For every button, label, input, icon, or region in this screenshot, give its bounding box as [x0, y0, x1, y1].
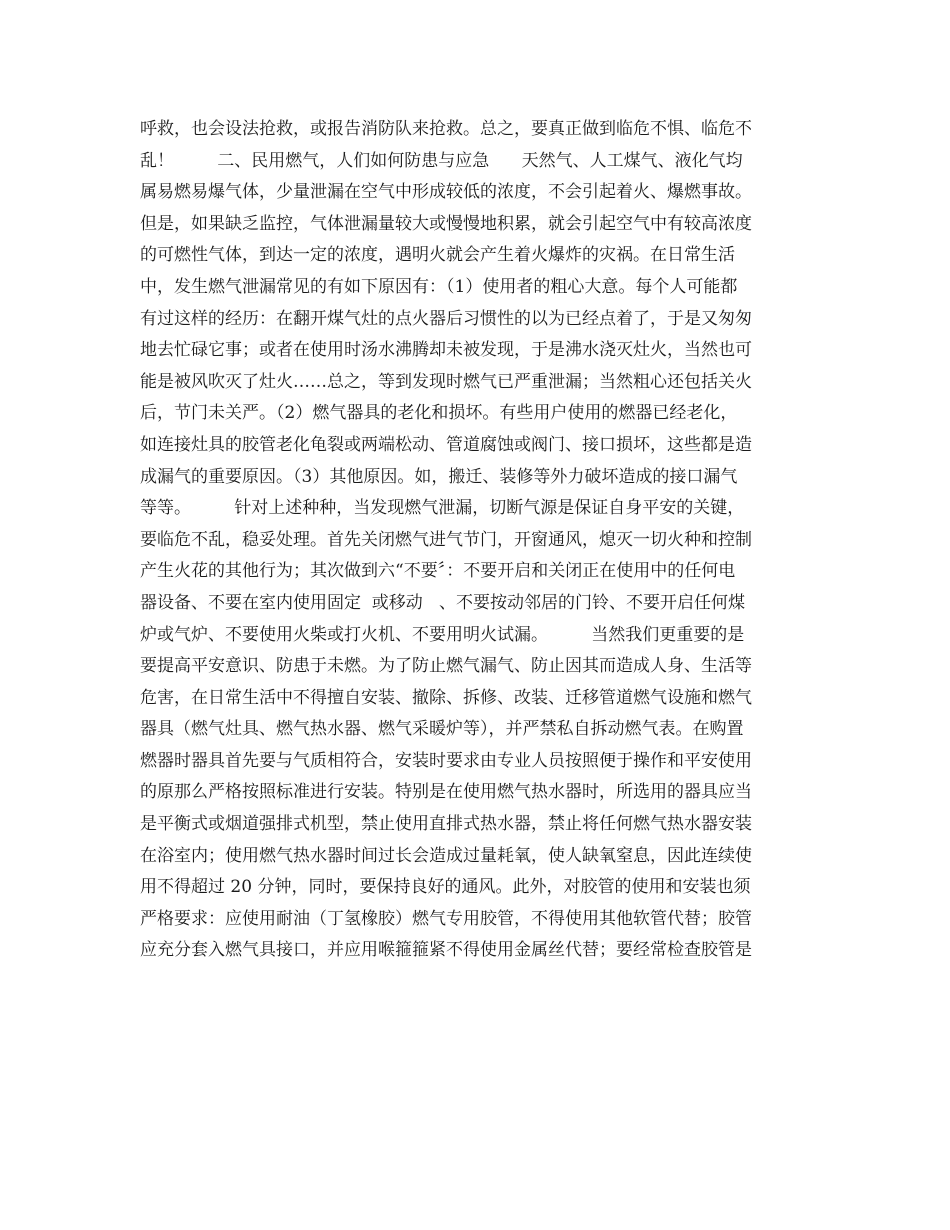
text-line: 是平衡式或烟道强排式机型，禁止使用直排式热水器，禁止将任何燃气热水器安装: [140, 814, 752, 835]
text-line: 如连接灶具的胶管老化龟裂或两端松动、管道腐蚀或阀门、接口损坏，这些都是造: [140, 434, 752, 455]
text-line: 器设备、不要在室内使用固定 或移动 、不要按动邻居的门铃、不要开启任何煤: [140, 592, 746, 613]
text-line: 器具（燃气灶具、燃气热水器、燃气采暖炉等），并严禁私自拆动燃气表。在购置: [140, 719, 744, 740]
text-line: 中，发生燃气泄漏常见的有如下原因有：（1）使用者的粗心大意。每个人可能都: [140, 276, 738, 297]
body-text: [140, 114, 820, 967]
text-line: 燃器时器具首先要与气质相符合，安装时要求由专业人员按照便于操作和平安使用: [140, 750, 752, 771]
text-line: 后，节门未关严。（2）燃气器具的老化和损坏。有些用户使用的燃器已经老化，: [140, 403, 738, 424]
text-line: 应充分套入燃气具接口，并应用喉箍箍紧不得使用金属丝代替；要经常检查胶管是: [140, 940, 752, 961]
text-line: 要临危不乱，稳妥处理。首先关闭燃气进气节门，开窗通风，熄灭一切火种和控制: [140, 529, 752, 550]
text-line: 严格要求：应使用耐油（丁氢橡胶）燃气专用胶管，不得使用其他软管代替；胶管: [140, 908, 752, 929]
text-line: 属易燃易爆气体，少量泄漏在空气中形成较低的浓度，不会引起着火、爆燃事故。: [140, 182, 752, 203]
text-line: 地去忙碌它事；或者在使用时汤水沸腾却未被发现，于是沸水浇灭灶火，当然也可: [140, 340, 752, 361]
text-line: 但是，如果缺乏监控，气体泄漏量较大或慢慢地积累，就会引起空气中有较高浓度: [140, 213, 752, 234]
text-line: 产生火花的其他行为；其次做到六“不要〞：不要开启和关闭正在使用中的任何电: [140, 561, 736, 582]
text-line: 炉或气炉、不要使用火柴或打火机、不要用明火试漏。 当然我们更重要的是: [140, 624, 745, 645]
text-line: 呼救，也会设法抢救，或报告消防队来抢救。总之，要真正做到临危不惧、临危不: [140, 119, 752, 139]
text-line: 用不得超过 20 分钟，同时，要保持良好的通风。此外，对胶管的使用和安装也须: [140, 877, 751, 898]
text-line: 在浴室内；使用燃气热水器时间过长会造成过量耗氧，使人缺氧窒息，因此连续使: [140, 845, 752, 866]
text-line: 能是被风吹灭了灶火……总之，等到发现时燃气已严重泄漏；当然粗心还包括关火: [140, 371, 752, 392]
text-line: 等等。 针对上述种种，当发现燃气泄漏，切断气源是保证自身平安的关键，: [140, 498, 745, 519]
text-line: 有过这样的经历：在翻开煤气灶的点火器后习惯性的以为已经点着了，于是又匆匆: [140, 308, 752, 329]
text-line: 要提高平安意识、防患于未燃。为了防止燃气漏气、防止因其而造成人身、生活等: [140, 656, 752, 677]
text-line: 的原那么严格按照标准进行安装。特别是在使用燃气热水器时，所选用的器具应当: [140, 782, 752, 803]
text-line: 成漏气的重要原因。（3）其他原因。如，搬迁、装修等外力破坏造成的接口漏气: [140, 466, 738, 487]
text-line: 危害，在日常生活中不得擅自安装、撤除、拆修、改装、迁移管道燃气设施和燃气: [140, 687, 752, 708]
text-line: 乱！ 二、民用燃气，人们如何防患与应急 天然气、人工煤气、液化气均: [140, 150, 743, 171]
text-line: 的可燃性气体，到达一定的浓度，遇明火就会产生着火爆炸的灾祸。在日常生活: [140, 245, 735, 266]
